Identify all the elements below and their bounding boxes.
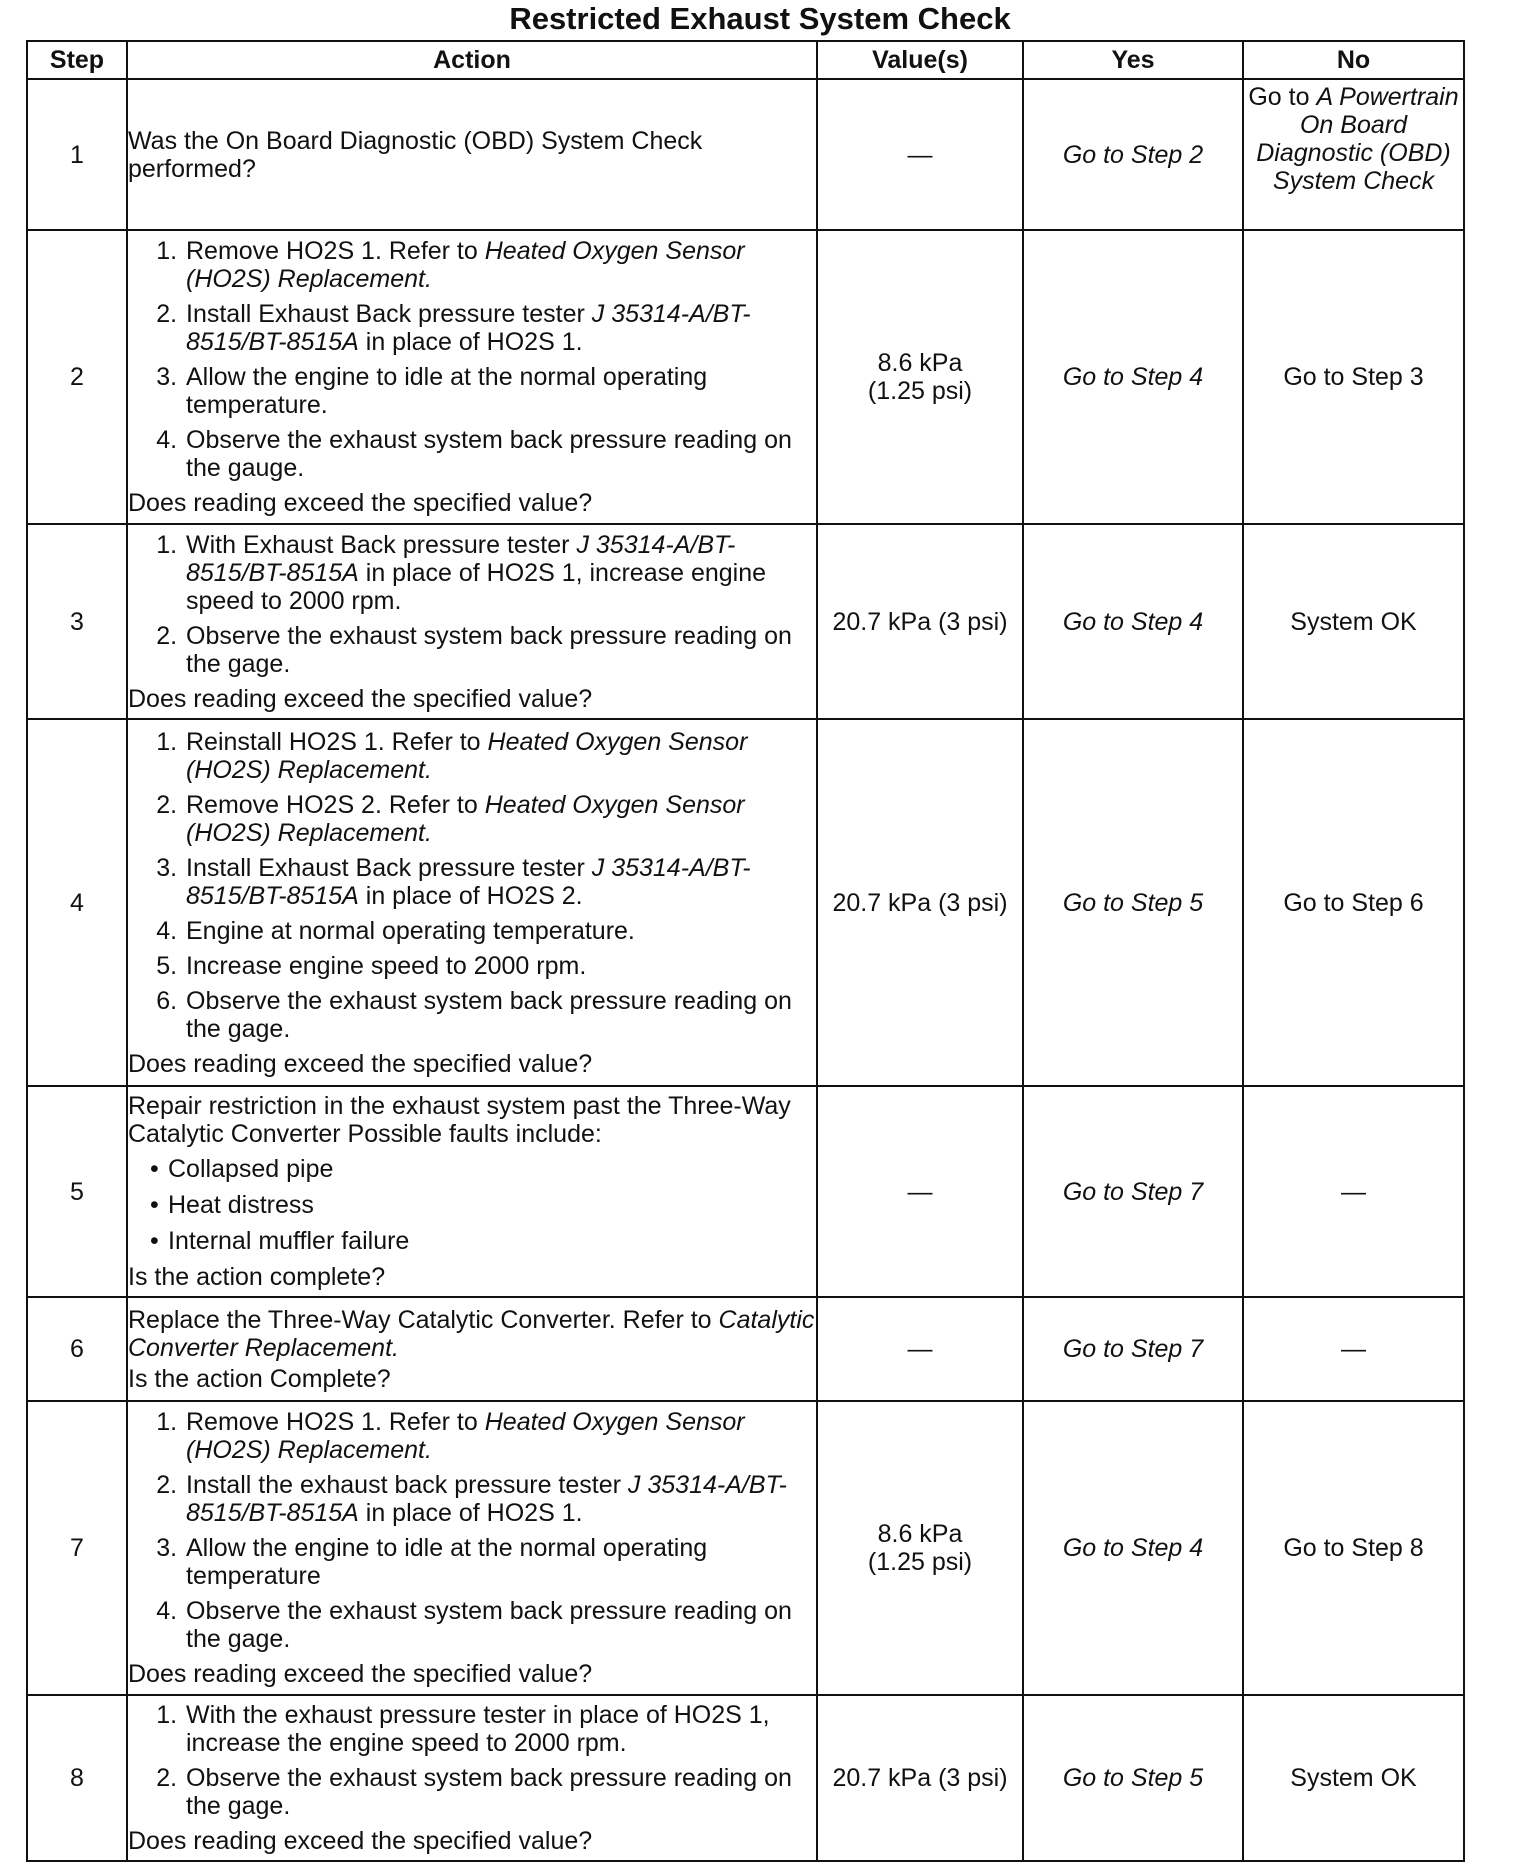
step-text: in place of HO2S 1. (358, 328, 583, 356)
value-cell: 8.6 kPa (1.25 psi) (817, 1401, 1023, 1695)
step-text: Install Exhaust Back pressure tester (186, 853, 592, 882)
value-cell: — (817, 79, 1023, 230)
action-cell (127, 230, 817, 524)
step-text: Remove HO2S 1. Refer to (186, 237, 485, 265)
value-cell: 20.7 kPa (3 psi) (817, 719, 1023, 1086)
yes-cell: Go to Step 2 (1023, 79, 1243, 230)
yes-cell: Go to Step 4 (1023, 230, 1243, 524)
step-number: 8 (27, 1695, 127, 1861)
reference-text: Heated Oxygen Sensor (HO2S) Replacement. (186, 1408, 745, 1464)
step-text: Reinstall HO2S 1. Refer to (186, 727, 488, 756)
yes-cell: Go to Step 4 (1023, 524, 1243, 719)
action-steps (128, 1701, 816, 1820)
list-item (184, 237, 816, 293)
table-row (27, 1297, 1464, 1401)
no-cell: — (1243, 1086, 1464, 1297)
step-text: Remove HO2S 1. Refer to (186, 1408, 485, 1436)
reference-text: Catalytic Converter Replacement. (128, 1305, 815, 1362)
header-no: No (1243, 41, 1464, 79)
list-item: 2. Observe the exhaust system back pressure reading on the gage. (184, 622, 816, 678)
list-item: 3. Allow the engine to idle at the normal operating temperature. (184, 363, 816, 419)
question: Does reading exceed the specified value? (128, 1049, 593, 1078)
action-intro: Repair restriction in the exhaust system past the Three-Way Catalytic Converter Possible faults include: (128, 1092, 791, 1148)
question: Is the action complete? (128, 1263, 386, 1291)
yes-cell: Go to Step 7 (1023, 1086, 1243, 1297)
action-cell (127, 1297, 817, 1401)
step-number: 5 (27, 1086, 127, 1297)
no-cell: — (1243, 1297, 1464, 1401)
question: Does reading exceed the specified value? (128, 1827, 593, 1855)
action-cell (127, 524, 817, 719)
list-item: 5. Increase engine speed to 2000 rpm. (184, 952, 816, 980)
step-text: Install Exhaust Back pressure tester (186, 300, 592, 328)
step-number: 1 (27, 79, 127, 230)
header-step: Step (27, 41, 127, 79)
yes-cell: Go to Step 5 (1023, 719, 1243, 1086)
fault-list (128, 1155, 816, 1255)
step-text: Remove HO2S 2. Refer to (186, 790, 485, 819)
list-item: 6. Observe the exhaust system back pressure reading on the gage. (184, 987, 816, 1043)
diagnostic-table (26, 40, 1465, 1862)
list-item (184, 531, 816, 615)
value-cell: — (817, 1297, 1023, 1401)
no-cell: Go to Step 8 (1243, 1401, 1464, 1695)
list-item (184, 728, 816, 784)
yes-cell: Go to Step 7 (1023, 1297, 1243, 1401)
no-cell: Go to Step 6 (1243, 719, 1464, 1086)
list-item: 4. Observe the exhaust system back pressure reading on the gauge. (184, 426, 816, 482)
yes-cell: Go to Step 5 (1023, 1695, 1243, 1861)
tool-number: J 35314-A/BT-8515/BT-8515A (186, 300, 751, 356)
value-cell: — (817, 1086, 1023, 1297)
step-text: in place of HO2S 2. (358, 881, 583, 910)
list-item (184, 791, 816, 847)
value-cell: 20.7 kPa (3 psi) (817, 524, 1023, 719)
list-item: 1. With the exhaust pressure tester in place of HO2S 1, increase the engine speed to 2000 rpm. (184, 1701, 816, 1757)
tool-number: J 35314-A/BT-8515/BT-8515A (186, 530, 736, 587)
question: Does reading exceed the specified value? (128, 684, 593, 713)
step-text: With Exhaust Back pressure tester (186, 530, 577, 559)
list-item: • Internal muffler failure (168, 1227, 816, 1255)
list-item: • Collapsed pipe (168, 1155, 816, 1183)
header-yes: Yes (1023, 41, 1243, 79)
list-item: 4. Observe the exhaust system back pressure reading on the gage. (184, 1597, 816, 1653)
step-number: 6 (27, 1297, 127, 1401)
step-text: in place of HO2S 1, increase engine speed to 2000 rpm. (186, 558, 767, 615)
step-number: 2 (27, 230, 127, 524)
table-row (27, 1695, 1464, 1861)
yes-cell: Go to Step 4 (1023, 1401, 1243, 1695)
page-title: Restricted Exhaust System Check (509, 1, 1011, 36)
step-number: 7 (27, 1401, 127, 1695)
no-cell: System OK (1243, 524, 1464, 719)
list-item (184, 1408, 816, 1464)
question: Does reading exceed the specified value? (128, 1660, 593, 1688)
header-values: Value(s) (817, 41, 1023, 79)
reference-text: Heated Oxygen Sensor (HO2S) Replacement. (186, 237, 745, 293)
question: Does reading exceed the specified value? (128, 489, 593, 517)
no-cell: System OK (1243, 1695, 1464, 1861)
header-row (27, 41, 1464, 79)
tool-number: J 35314-A/BT-8515/BT-8515A (186, 853, 751, 910)
step-text: Install the exhaust back pressure tester (186, 1471, 628, 1499)
action-steps (128, 728, 816, 1043)
no-prefix: Go to (1248, 83, 1317, 111)
question: Was the On Board Diagnostic (OBD) System Check performed? (128, 126, 703, 183)
step-text: in place of HO2S 1. (358, 1499, 583, 1527)
no-cell: Go to Step 3 (1243, 230, 1464, 524)
no-reference: A Powertrain On Board Diagnostic (OBD) System Check (1256, 83, 1459, 195)
action-cell (127, 1086, 817, 1297)
action-steps (128, 237, 816, 482)
action-cell (127, 1695, 817, 1861)
table-row (27, 1401, 1464, 1695)
value-cell: 8.6 kPa (1.25 psi) (817, 230, 1023, 524)
table-row (27, 1086, 1464, 1297)
table-row (27, 79, 1464, 230)
header-action: Action (127, 41, 817, 79)
step-text: Replace the Three-Way Catalytic Converter. Refer to (128, 1305, 719, 1334)
tool-number: J 35314-A/BT-8515/BT-8515A (186, 1471, 787, 1527)
reference-text: Heated Oxygen Sensor (HO2S) Replacement. (186, 790, 745, 847)
action-cell (127, 1401, 817, 1695)
action-steps (128, 531, 816, 678)
action-cell (127, 79, 817, 230)
list-item: • Heat distress (168, 1191, 816, 1219)
table-row (27, 524, 1464, 719)
table-row (27, 230, 1464, 524)
list-item: 4. Engine at normal operating temperature. (184, 917, 816, 945)
action-cell (127, 719, 817, 1086)
list-item (184, 1471, 816, 1527)
list-item (184, 854, 816, 910)
reference-text: Heated Oxygen Sensor (HO2S) Replacement. (186, 727, 748, 784)
step-number: 4 (27, 719, 127, 1086)
step-number: 3 (27, 524, 127, 719)
action-intro (128, 1306, 816, 1362)
action-steps (128, 1408, 816, 1653)
question: Is the action Complete? (128, 1364, 391, 1393)
table-row (27, 719, 1464, 1086)
value-cell: 20.7 kPa (3 psi) (817, 1695, 1023, 1861)
list-item: 2. Observe the exhaust system back pressure reading on the gage. (184, 1764, 816, 1820)
list-item: 3. Allow the engine to idle at the normal operating temperature (184, 1534, 816, 1590)
no-cell (1243, 79, 1464, 230)
list-item (184, 300, 816, 356)
